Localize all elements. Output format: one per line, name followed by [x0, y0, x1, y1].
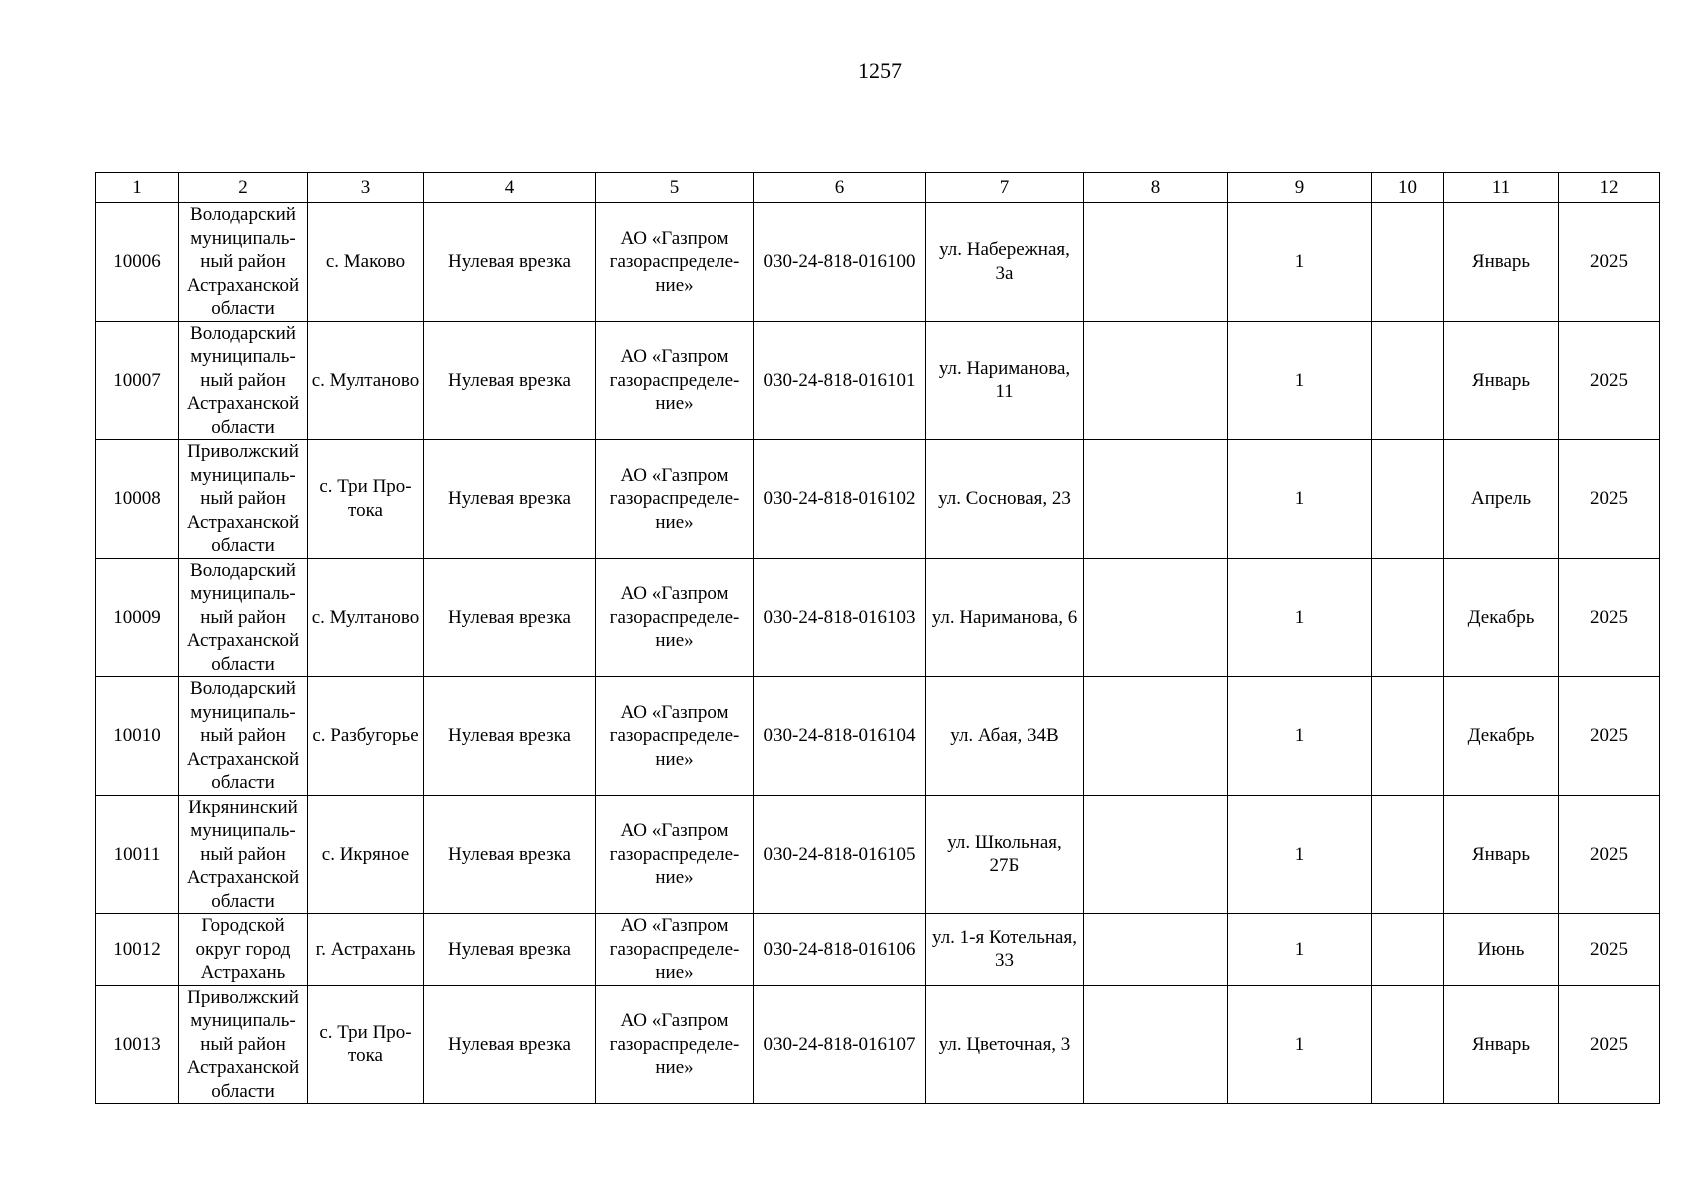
cell-district: Икрянинский муниципаль- ный район Астраханской области: [179, 795, 308, 914]
cell-empty: [1084, 914, 1228, 986]
cell-district: Приволжский муниципаль- ный район Астраханской области: [179, 985, 308, 1104]
column-header: 4: [424, 173, 596, 203]
cell-month: Январь: [1444, 795, 1559, 914]
cell-code: 030-24-818-016106: [754, 914, 926, 986]
cell-code: 030-24-818-016100: [754, 203, 926, 322]
cell-code: 030-24-818-016103: [754, 558, 926, 677]
cell-type: Нулевая врезка: [424, 321, 596, 440]
cell-code: 030-24-818-016105: [754, 795, 926, 914]
cell-district: Володарский муниципаль- ный район Астраханской области: [179, 203, 308, 322]
page-number: 1257: [858, 58, 902, 83]
cell-locality: с. Разбугорье: [308, 677, 424, 796]
table-row: [96, 321, 1660, 440]
cell-id: 10008: [96, 440, 179, 559]
cell-district: Городской округ город Астрахань: [179, 914, 308, 986]
cell-quantity: 1: [1228, 795, 1372, 914]
cell-type: Нулевая врезка: [424, 795, 596, 914]
cell-empty: [1372, 985, 1444, 1104]
table-row: [96, 440, 1660, 559]
column-header: 6: [754, 173, 926, 203]
cell-district: Володарский муниципаль- ный район Астраханской области: [179, 558, 308, 677]
cell-code: 030-24-818-016102: [754, 440, 926, 559]
column-header: 7: [926, 173, 1084, 203]
cell-empty: [1084, 985, 1228, 1104]
cell-empty: [1084, 558, 1228, 677]
column-header: 5: [596, 173, 754, 203]
table-row: [96, 558, 1660, 677]
cell-address: ул. Набережная, 3а: [926, 203, 1084, 322]
cell-code: 030-24-818-016107: [754, 985, 926, 1104]
cell-address: ул. Нариманова, 11: [926, 321, 1084, 440]
cell-district: Приволжский муниципаль- ный район Астраханской области: [179, 440, 308, 559]
cell-code: 030-24-818-016101: [754, 321, 926, 440]
table-row: [96, 677, 1660, 796]
table-row: [96, 203, 1660, 322]
cell-year: 2025: [1559, 914, 1660, 986]
cell-year: 2025: [1559, 795, 1660, 914]
header-row: [96, 173, 1660, 203]
cell-type: Нулевая врезка: [424, 677, 596, 796]
cell-locality: с. Мултаново: [308, 321, 424, 440]
column-header: 3: [308, 173, 424, 203]
cell-quantity: 1: [1228, 440, 1372, 559]
cell-empty: [1372, 558, 1444, 677]
cell-year: 2025: [1559, 440, 1660, 559]
cell-type: Нулевая врезка: [424, 203, 596, 322]
cell-organization: АО «Газпром газораспределе- ние»: [596, 795, 754, 914]
cell-id: 10011: [96, 795, 179, 914]
cell-address: ул. Школьная, 27Б: [926, 795, 1084, 914]
cell-year: 2025: [1559, 321, 1660, 440]
cell-id: 10006: [96, 203, 179, 322]
cell-month: Январь: [1444, 985, 1559, 1104]
cell-quantity: 1: [1228, 558, 1372, 677]
cell-year: 2025: [1559, 203, 1660, 322]
registry-table: [95, 172, 1660, 1104]
cell-empty: [1372, 203, 1444, 322]
cell-year: 2025: [1559, 677, 1660, 796]
cell-id: 10010: [96, 677, 179, 796]
cell-type: Нулевая врезка: [424, 558, 596, 677]
cell-address: ул. Сосновая, 23: [926, 440, 1084, 559]
cell-month: Декабрь: [1444, 677, 1559, 796]
column-header: 8: [1084, 173, 1228, 203]
cell-organization: АО «Газпром газораспределе- ние»: [596, 558, 754, 677]
cell-id: 10007: [96, 321, 179, 440]
cell-quantity: 1: [1228, 677, 1372, 796]
column-header: 12: [1559, 173, 1660, 203]
cell-type: Нулевая врезка: [424, 985, 596, 1104]
cell-month: Декабрь: [1444, 558, 1559, 677]
cell-organization: АО «Газпром газораспределе- ние»: [596, 985, 754, 1104]
cell-organization: АО «Газпром газораспределе- ние»: [596, 914, 754, 986]
column-header: 1: [96, 173, 179, 203]
cell-year: 2025: [1559, 985, 1660, 1104]
cell-id: 10013: [96, 985, 179, 1104]
cell-month: Январь: [1444, 321, 1559, 440]
cell-address: ул. Нариманова, 6: [926, 558, 1084, 677]
cell-organization: АО «Газпром газораспределе- ние»: [596, 677, 754, 796]
cell-organization: АО «Газпром газораспределе- ние»: [596, 440, 754, 559]
cell-empty: [1372, 795, 1444, 914]
cell-type: Нулевая врезка: [424, 440, 596, 559]
cell-quantity: 1: [1228, 321, 1372, 440]
cell-code: 030-24-818-016104: [754, 677, 926, 796]
cell-empty: [1372, 440, 1444, 559]
cell-district: Володарский муниципаль- ный район Астраханской области: [179, 677, 308, 796]
cell-empty: [1372, 677, 1444, 796]
cell-address: ул. Цветочная, 3: [926, 985, 1084, 1104]
cell-type: Нулевая врезка: [424, 914, 596, 986]
cell-address: ул. Абая, 34В: [926, 677, 1084, 796]
cell-id: 10009: [96, 558, 179, 677]
cell-id: 10012: [96, 914, 179, 986]
cell-empty: [1084, 795, 1228, 914]
cell-year: 2025: [1559, 558, 1660, 677]
cell-locality: с. Маково: [308, 203, 424, 322]
cell-empty: [1084, 321, 1228, 440]
column-header: 10: [1372, 173, 1444, 203]
cell-month: Январь: [1444, 203, 1559, 322]
cell-locality: с. Три Про- тока: [308, 440, 424, 559]
column-header: 9: [1228, 173, 1372, 203]
cell-empty: [1372, 321, 1444, 440]
cell-organization: АО «Газпром газораспределе- ние»: [596, 203, 754, 322]
column-header: 11: [1444, 173, 1559, 203]
cell-quantity: 1: [1228, 985, 1372, 1104]
cell-locality: с. Икряное: [308, 795, 424, 914]
cell-month: Апрель: [1444, 440, 1559, 559]
cell-empty: [1372, 914, 1444, 986]
table-row: [96, 985, 1660, 1104]
cell-locality: с. Мултаново: [308, 558, 424, 677]
cell-locality: г. Астрахань: [308, 914, 424, 986]
cell-quantity: 1: [1228, 203, 1372, 322]
cell-organization: АО «Газпром газораспределе- ние»: [596, 321, 754, 440]
column-header: 2: [179, 173, 308, 203]
cell-empty: [1084, 440, 1228, 559]
table-row: [96, 795, 1660, 914]
table-row: [96, 914, 1660, 986]
cell-month: Июнь: [1444, 914, 1559, 986]
cell-locality: с. Три Про- тока: [308, 985, 424, 1104]
cell-address: ул. 1-я Котельная, 33: [926, 914, 1084, 986]
cell-empty: [1084, 677, 1228, 796]
cell-quantity: 1: [1228, 914, 1372, 986]
cell-district: Володарский муниципаль- ный район Астраханской области: [179, 321, 308, 440]
cell-empty: [1084, 203, 1228, 322]
